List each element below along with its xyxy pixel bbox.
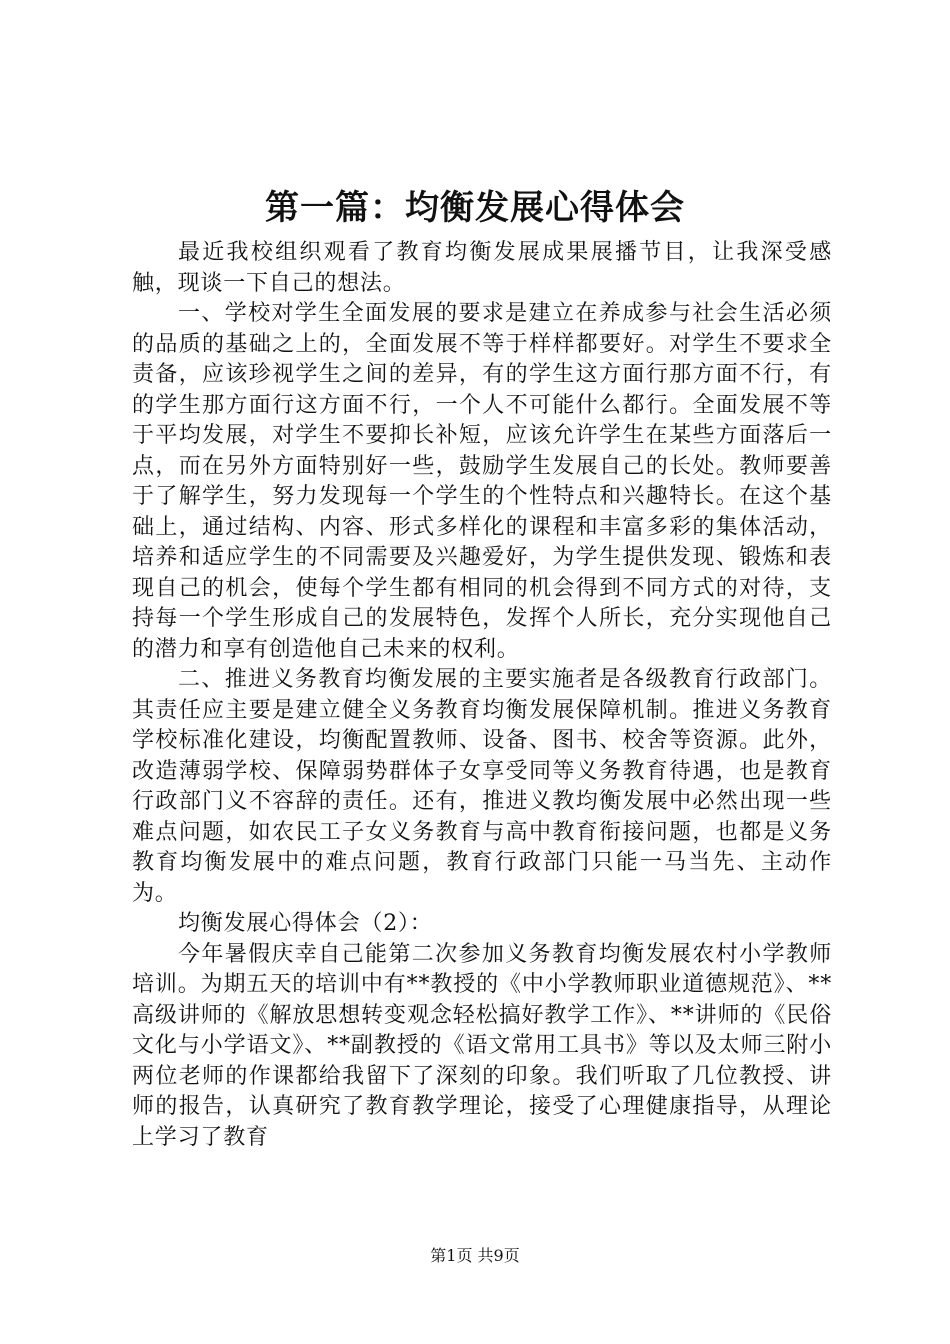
document-body (132, 238, 832, 1153)
paragraph-point-two: 二、推进义务教育均衡发展的主要实施者是各级教育行政部门。其责任应主要是建立健全义务教育均衡发展保障机制。推进义务教育学校标准化建设，均衡配置教师、设备、图书、校舍等资源。此外，改造薄弱学校、保障弱势群体子女享受同等义务教育待遇，也是教育行政部门义不容辞的责任。还有，推进义教均衡发展中必然出现一些难点问题，如农民工子女义务教育与高中教育衔接问题，也都是义务教育均衡发展中的难点问题，教育行政部门只能一马当先、主动作为。 (132, 667, 832, 906)
paragraph-point-one: 一、学校对学生全面发展的要求是建立在养成参与社会生活必须的品质的基础之上的，全面发展不等于样样都要好。对学生不要求全责备，应该珍视学生之间的差异，有的学生这方面行那方面不行，有的学生那方面行这方面不行，一个人不可能什么都行。全面发展不等于平均发展，对学生不要抑长补短，应该允许学生在某些方面落后一点，而在另外方面特别好一些，鼓励学生发展自己的长处。教师要善于了解学生，努力发现每一个学生的个性特点和兴趣特长。在这个基础上，通过结构、内容、形式多样化的课程和丰富多彩的集体活动，培养和适应学生的不同需要及兴趣爱好，为学生提供发现、锻炼和表现自己的机会，使每个学生都有相同的机会得到不同方式的对待，支持每一个学生形成自己的发展特色，发挥个人所长，充分实现他自己的潜力和享有创造他自己未来的权利。 (132, 301, 832, 662)
paragraph-intro: 最近我校组织观看了教育均衡发展成果展播节目，让我深受感触，现谈一下自己的想法。 (132, 240, 832, 296)
paragraph-training: 今年暑假庆幸自己能第二次参加义务教育均衡发展农村小学教师培训。为期五天的培训中有**教授的《中小学教师职业道德规范》、**高级讲师的《解放思想转变观念轻松搞好教学工作》、**讲师的《民俗文化与小学语文》、**副教授的《语文常用工具书》等以及太师三附小两位老师的作课都给我留下了深刻的印象。我们听取了几位教授、讲师的报告，认真研究了教育教学理论，接受了心理健康指导，从理论上学习了教育 (132, 941, 832, 1150)
page-footer: 第1页 共9页 (430, 1246, 520, 1265)
section-heading-2: 均衡发展心得体会（2）： (178, 911, 433, 936)
document-title: 第一篇：均衡发展心得体会 (265, 188, 685, 228)
